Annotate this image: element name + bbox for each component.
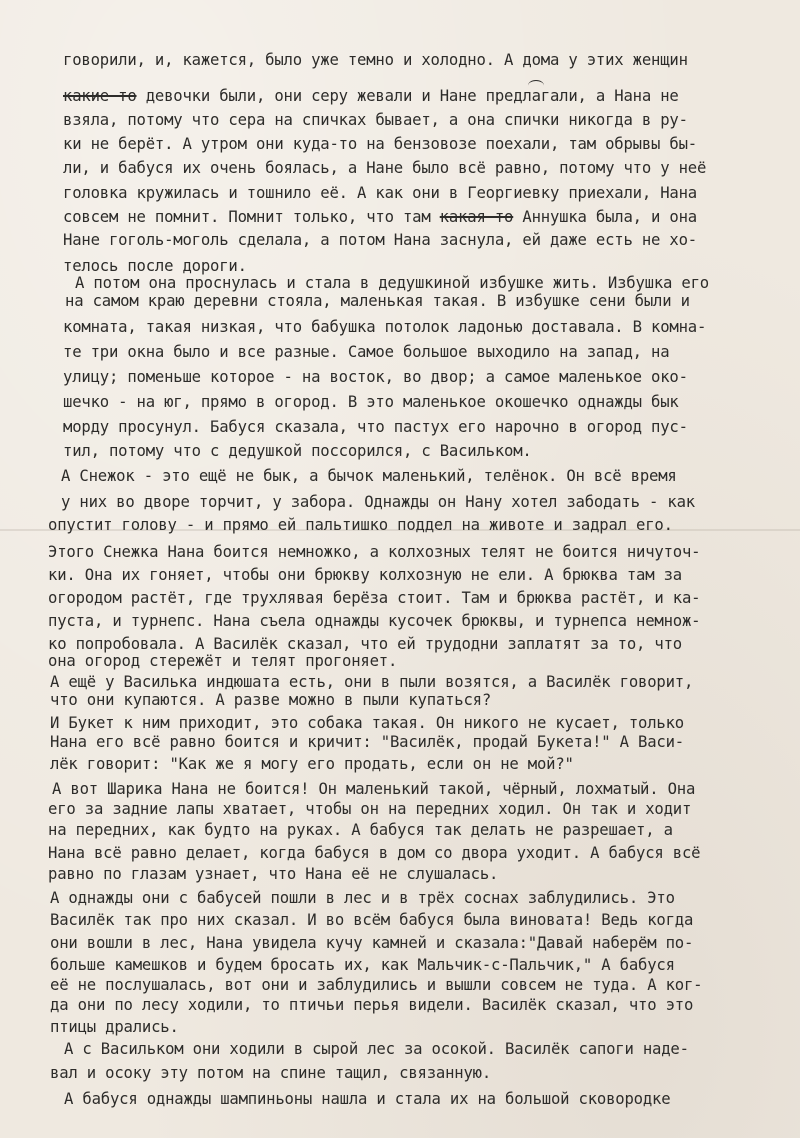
text-line: больше камешков и будем бросать их, как Мальчик-с-Пальчик," А бабуся <box>50 956 675 974</box>
text-line: пуста, и турнепс. Нана съела однажды кусочек брюквы, и турнепса немнож- <box>48 612 701 630</box>
text-line: комната, такая низкая, что бабушка потолок ладонью доставала. В комна- <box>63 318 707 336</box>
text-line: морду просунул. Бабуся сказала, что пастух его нарочно в огород пус- <box>63 418 688 436</box>
text-line: Василёк так про них сказал. И во всём бабуся была виновата! Ведь когда <box>50 911 694 929</box>
text-line: его за задние лапы хватает, чтобы он на передних ходил. Он так и ходит <box>48 800 692 818</box>
text-line: у них во дворе торчит, у забора. Однажды он Нану хотел забодать - как <box>61 493 695 511</box>
text-line: равно по глазам узнает, что Нана её не слушалась. <box>48 865 499 883</box>
text-line: опустит голову - и прямо ей пальтишко поддел на животе и задрал его. <box>48 516 673 534</box>
text-line: Этого Снежка Нана боится немножко, а колхозных телят не боится ничуточ- <box>48 543 701 561</box>
strikethrough-word: какие-то <box>63 87 137 105</box>
text-line: они вошли в лес, Нана увидела кучу камней и сказала:"Давай наберём по- <box>50 934 694 952</box>
text-line: ки не берёт. А утром они куда-то на бензовозе поехали, там обрывы бы- <box>63 135 697 153</box>
text-line: вал и осоку эту потом на спине тащил, связанную. <box>50 1064 492 1082</box>
text-line: на передних, как будто на руках. А бабуся так делать не разрешает, а <box>48 821 673 839</box>
text-line: Нана его всё равно боится и кричит: "Василёк, продай Букета!" А Васи- <box>50 733 684 751</box>
text-line: А однажды они с бабусей пошли в лес и в трёх соснах заблудились. Это <box>50 889 675 907</box>
text-line: А с Васильком они ходили в сырой лес за осокой. Василёк сапоги наде- <box>64 1040 689 1058</box>
text-line: что они купаются. А разве можно в пыли купаться? <box>50 691 492 709</box>
text-line: А вот Шарика Нана не боится! Он маленький такой, чёрный, лохматый. Она <box>52 780 696 798</box>
text-line: ли, и бабуся их очень боялась, а Нане было всё равно, потому что у неё <box>63 159 707 177</box>
text-line: телось после дороги. <box>63 257 247 275</box>
text-line: да они по лесу ходили, то птичьи перья видели. Василёк сказал, что это <box>50 996 694 1014</box>
text-line: её не послушалась, вот они и заблудились и вышли совсем не туда. А ког- <box>50 976 703 994</box>
strikethrough-word: какая-то <box>439 208 514 226</box>
text-line: А Снежок - это ещё не бык, а бычок маленький, телёнок. Он всё время <box>61 467 677 485</box>
text-line: А потом она проснулась и стала в дедушкиной избушке жить. Избушка его <box>75 274 709 292</box>
text-line: тил, потому что с дедушкой поссорился, с Васильком. <box>63 442 532 460</box>
text-line: она огород стережёт и телят прогоняет. <box>48 652 398 670</box>
text-line: лёк говорит: "Как же я могу его продать, если он не мой?" <box>50 755 574 773</box>
text-line: на самом краю деревни стояла, маленькая такая. В избушке сени были и <box>65 292 690 310</box>
text-line: ко попробовала. А Василёк сказал, что ей трудодни заплатят за то, что <box>48 635 682 653</box>
text-line: Нана всё равно делает, когда бабуся в дом со двора уходит. А бабуся всё <box>48 844 701 862</box>
text-line: улицу; поменьше которое - на восток, во двор; а самое маленькое око- <box>63 368 688 386</box>
text-line: говорили, и, кажется, было уже темно и холодно. А дома у этих женщин <box>63 51 688 69</box>
text-line: те три окна было и все разные. Самое большое выходило на запад, на <box>63 343 670 361</box>
text-line-with-strikethrough: совсем не помнит. Помнит только, что там какая-то Аннушка была, и она <box>63 208 697 226</box>
text-line: головка кружилась и тошнило её. А как они в Георгиевку приехали, Нана <box>63 184 697 202</box>
text-line: шечко - на юг, прямо в огород. В это маленькое окошечко однажды бык <box>63 393 679 411</box>
text-line: птицы дрались. <box>50 1018 179 1036</box>
text-line: ки. Она их гоняет, чтобы они брюкву колхозную не ели. А брюква там за <box>48 566 682 584</box>
text-line: Нане гоголь-моголь сделала, а потом Нана заснула, ей даже есть не хо- <box>63 231 697 249</box>
text-line: взяла, потому что сера на спичках бывает, а она спички никогда в ру- <box>63 111 688 129</box>
text-line: А бабуся однажды шампиньоны нашла и стала их на большой сковородке <box>64 1090 671 1108</box>
text-line: А ещё у Василька индюшата есть, они в пыли возятся, а Василёк говорит, <box>50 673 694 691</box>
text-line: огородом растёт, где трухлявая берёза стоит. Там и брюква растёт, и ка- <box>48 589 701 607</box>
text-line-with-strikethrough: какие-то девочки были, они серу жевали и Нане предлагали, а Нана не <box>63 87 679 105</box>
text-line: И Букет к ним приходит, это собака такая. Он никого не кусает, только <box>50 714 684 732</box>
